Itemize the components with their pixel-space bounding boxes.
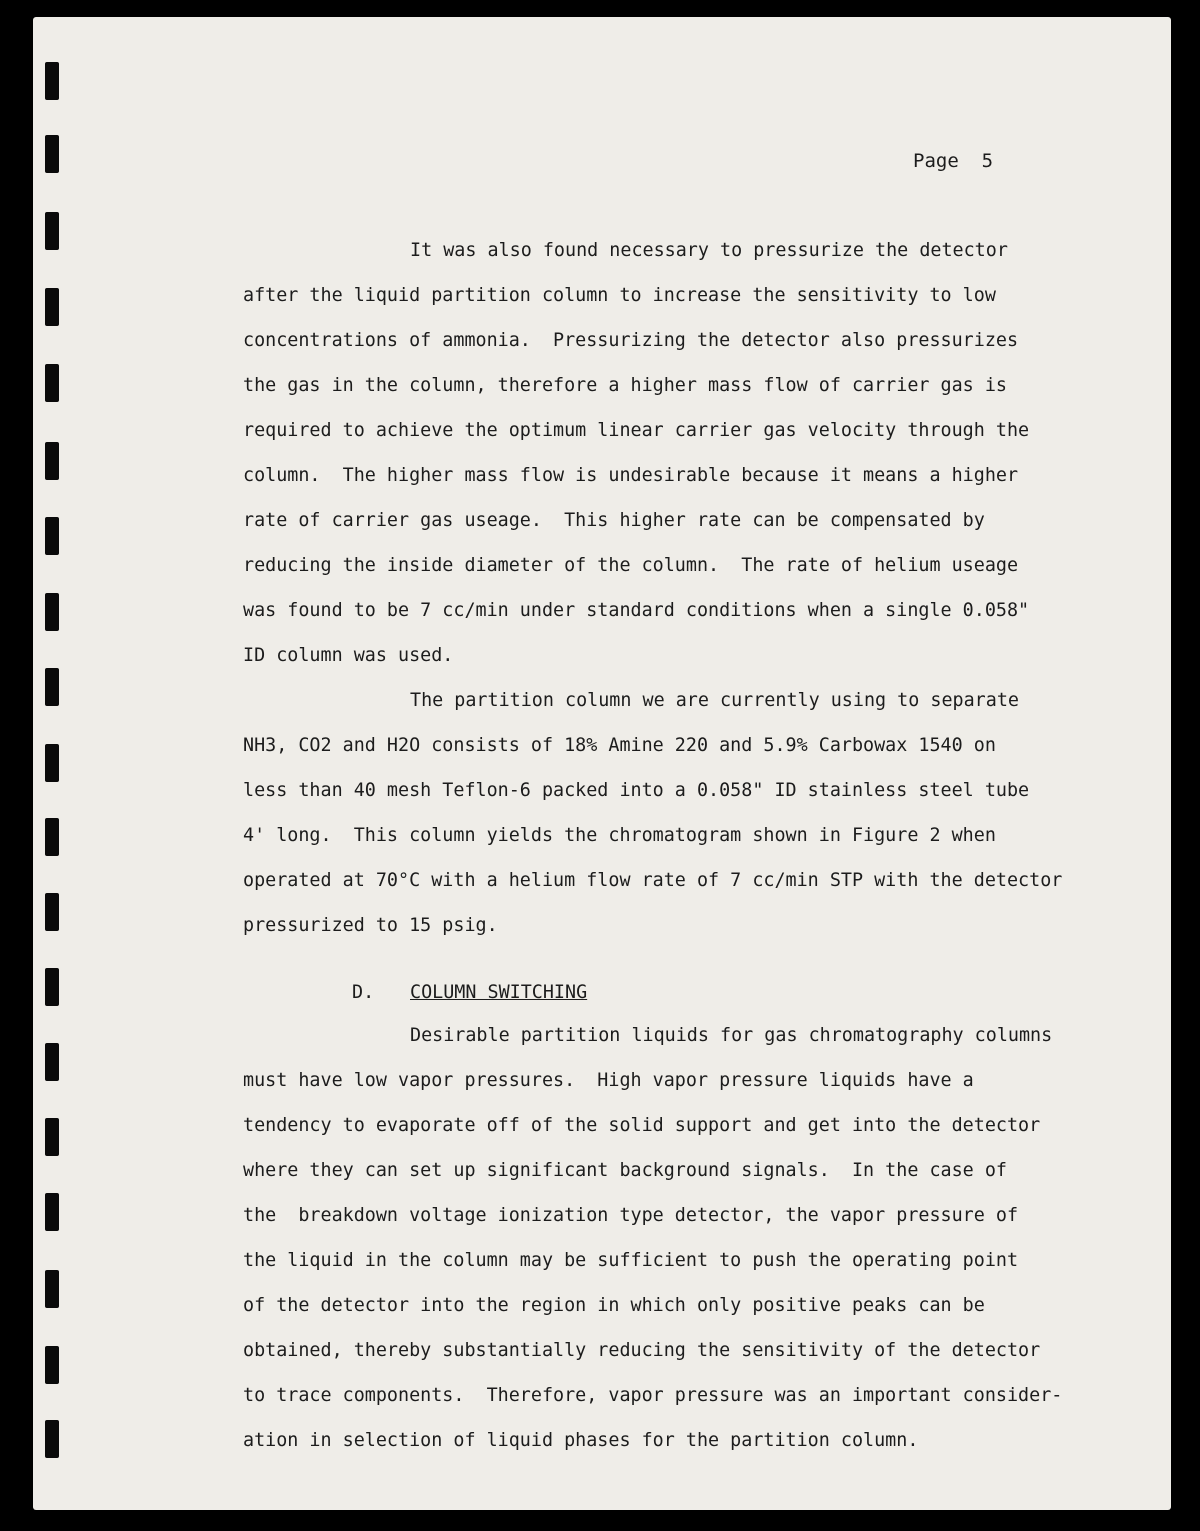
paragraph-line: column. The higher mass flow is undesirable because it means a higher xyxy=(243,465,1019,486)
section-letter: D. xyxy=(352,982,375,1003)
paragraph-line: The partition column we are currently using to separate xyxy=(410,690,1019,711)
paragraph-line: required to achieve the optimum linear carrier gas velocity through the xyxy=(243,420,1030,441)
paragraph-line: It was also found necessary to pressurize the detector xyxy=(410,240,1008,261)
binding-mark xyxy=(45,893,59,931)
binding-mark xyxy=(45,442,59,480)
paragraph-line: ation in selection of liquid phases for the partition column. xyxy=(243,1430,919,1451)
paragraph-line: the breakdown voltage ionization type detector, the vapor pressure of xyxy=(243,1205,1019,1226)
binding-mark xyxy=(45,135,59,173)
binding-mark xyxy=(45,288,59,326)
paragraph-line: 4' long. This column yields the chromatogram shown in Figure 2 when xyxy=(243,825,996,846)
binding-mark xyxy=(45,517,59,555)
paragraph-line: the gas in the column, therefore a higher mass flow of carrier gas is xyxy=(243,375,1007,396)
paragraph-line: rate of carrier gas useage. This higher rate can be compensated by xyxy=(243,510,985,531)
page-number: Page 5 xyxy=(913,150,994,172)
binding-mark xyxy=(45,818,59,856)
paragraph-line: where they can set up significant background signals. In the case of xyxy=(243,1160,1007,1181)
paragraph-line: reducing the inside diameter of the column. The rate of helium useage xyxy=(243,555,1019,576)
paragraph-line: obtained, thereby substantially reducing the sensitivity of the detector xyxy=(243,1340,1041,1361)
binding-mark xyxy=(45,744,59,782)
paragraph-line: NH3, CO2 and H2O consists of 18% Amine 220 and 5.9% Carbowax 1540 on xyxy=(243,735,996,756)
paragraph-line: must have low vapor pressures. High vapor pressure liquids have a xyxy=(243,1070,974,1091)
binding-mark xyxy=(45,968,59,1006)
binding-mark xyxy=(45,668,59,706)
paragraph-line: the liquid in the column may be sufficient to push the operating point xyxy=(243,1250,1019,1271)
paragraph-line: less than 40 mesh Teflon-6 packed into a 0.058" ID stainless steel tube xyxy=(243,780,1030,801)
paragraph-line: pressurized to 15 psig. xyxy=(243,915,498,936)
binding-mark xyxy=(45,1420,59,1458)
binding-mark xyxy=(45,62,59,100)
binding-mark xyxy=(45,212,59,250)
paragraph-line: Desirable partition liquids for gas chromatography columns xyxy=(410,1025,1053,1046)
binding-mark xyxy=(45,1043,59,1081)
binding-mark xyxy=(45,364,59,402)
binding-mark xyxy=(45,1346,59,1384)
paragraph-line: concentrations of ammonia. Pressurizing the detector also pressurizes xyxy=(243,330,1019,351)
paragraph-line: ID column was used. xyxy=(243,645,454,666)
paragraph-line: was found to be 7 cc/min under standard conditions when a single 0.058" xyxy=(243,600,1030,621)
paragraph-line: operated at 70°C with a helium flow rate of 7 cc/min STP with the detector xyxy=(243,870,1063,891)
binding-mark xyxy=(45,1270,59,1308)
section-title: COLUMN SWITCHING xyxy=(410,982,588,1003)
paragraph-line: of the detector into the region in which only positive peaks can be xyxy=(243,1295,985,1316)
paragraph-line: after the liquid partition column to increase the sensitivity to low xyxy=(243,285,996,306)
binding-mark xyxy=(45,1118,59,1156)
binding-mark xyxy=(45,1193,59,1231)
binding-mark xyxy=(45,593,59,631)
paragraph-line: tendency to evaporate off of the solid support and get into the detector xyxy=(243,1115,1041,1136)
paragraph-line: to trace components. Therefore, vapor pressure was an important consider- xyxy=(243,1385,1063,1406)
